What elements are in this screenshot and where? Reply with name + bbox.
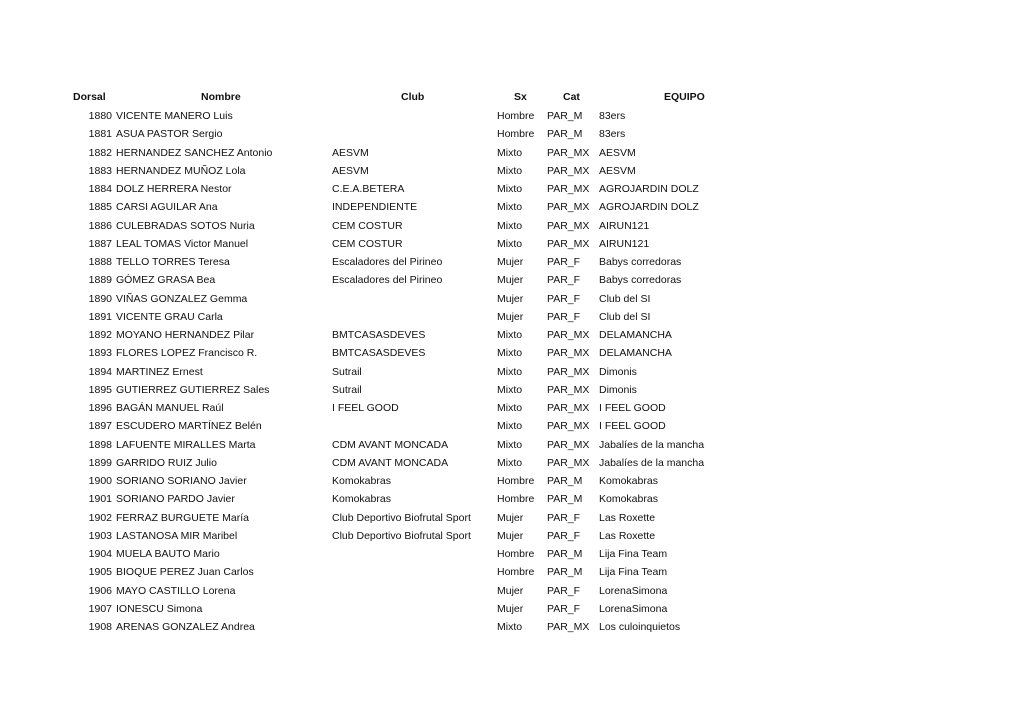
cell-dorsal: 1893 (88, 347, 112, 360)
cell-nombre: GARRIDO RUIZ Julio (116, 456, 217, 469)
cell-nombre: GÓMEZ GRASA Bea (116, 274, 216, 287)
cell-cat: PAR_F (547, 602, 581, 615)
cell-nombre: VICENTE MANERO Luis (116, 110, 233, 122)
cell-nombre: CARSI AGUILAR Ana (116, 201, 218, 214)
header-sx: Sx (514, 91, 527, 103)
cell-sx: Mixto (497, 219, 523, 232)
table-row (0, 128, 1024, 146)
cell-club: INDEPENDIENTE (332, 201, 418, 214)
cell-nombre: BAGÁN MANUEL Raúl (116, 402, 224, 414)
cell-equipo: I FEEL GOOD (599, 402, 666, 414)
cell-dorsal: 1888 (88, 256, 112, 268)
cell-dorsal: 1880 (88, 110, 112, 122)
cell-dorsal: 1895 (88, 383, 112, 396)
cell-nombre: MOYANO HERNANDEZ Pilar (116, 329, 255, 341)
cell-nombre: GUTIERREZ GUTIERREZ Sales (116, 383, 270, 396)
cell-sx: Mujer (497, 584, 524, 597)
cell-cat: PAR_M (547, 475, 583, 487)
cell-nombre: TELLO TORRES Teresa (116, 256, 230, 268)
cell-equipo: DELAMANCHA (599, 329, 672, 341)
cell-cat: PAR_MX (547, 365, 590, 378)
table-row (0, 274, 1024, 292)
cell-dorsal: 1905 (88, 566, 112, 579)
cell-cat: PAR_MX (547, 420, 590, 433)
cell-sx: Mixto (497, 237, 523, 250)
cell-sx: Hombre (497, 128, 535, 141)
cell-equipo: Las Roxette (599, 511, 656, 524)
cell-equipo: Dimonis (599, 365, 637, 378)
cell-dorsal: 1882 (88, 146, 112, 159)
cell-sx: Mixto (497, 456, 523, 469)
cell-dorsal: 1884 (88, 183, 112, 195)
cell-equipo: Komokabras (599, 475, 658, 487)
cell-club: BMTCASASDEVES (332, 347, 426, 360)
cell-nombre: ESCUDERO MARTÍNEZ Belén (116, 420, 262, 433)
cell-nombre: DOLZ HERRERA Nestor (116, 183, 232, 195)
cell-sx: Hombre (497, 110, 535, 122)
cell-cat: PAR_MX (547, 456, 590, 469)
cell-sx: Mujer (497, 292, 524, 305)
cell-sx: Mixto (497, 146, 523, 159)
cell-sx: Mixto (497, 183, 523, 195)
cell-club: AESVM (332, 146, 369, 159)
table-row (0, 530, 1024, 548)
table-row (0, 293, 1024, 311)
cell-equipo: LorenaSimona (599, 584, 668, 597)
cell-cat: PAR_F (547, 511, 581, 524)
cell-equipo: 83ers (599, 128, 626, 141)
table-row (0, 347, 1024, 365)
cell-equipo: Jabalíes de la mancha (599, 456, 705, 469)
cell-nombre: LEAL TOMAS Victor Manuel (116, 237, 249, 250)
cell-sx: Mixto (497, 347, 523, 360)
cell-cat: PAR_MX (547, 146, 590, 159)
table-row (0, 366, 1024, 384)
cell-nombre: VIÑAS GONZALEZ Gemma (116, 292, 248, 305)
cell-cat: PAR_F (547, 292, 581, 305)
cell-sx: Mujer (497, 310, 524, 323)
cell-club: Sutrail (332, 383, 362, 396)
cell-nombre: LAFUENTE MIRALLES Marta (116, 438, 256, 451)
cell-sx: Mixto (497, 383, 523, 396)
cell-nombre: FLORES LOPEZ Francisco R. (116, 347, 258, 360)
cell-cat: PAR_MX (547, 438, 590, 451)
cell-cat: PAR_M (547, 110, 583, 122)
cell-cat: PAR_M (547, 548, 583, 560)
cell-cat: PAR_MX (547, 402, 590, 414)
cell-equipo: Babys corredoras (599, 274, 682, 287)
cell-dorsal: 1897 (88, 420, 112, 433)
header-equipo: EQUIPO (664, 91, 705, 103)
cell-nombre: LASTANOSA MIR Maribel (116, 529, 238, 542)
table-row (0, 238, 1024, 256)
cell-equipo: Dimonis (599, 383, 637, 396)
cell-nombre: VICENTE GRAU Carla (116, 310, 223, 323)
table-row (0, 439, 1024, 457)
cell-club: CEM COSTUR (332, 237, 403, 250)
cell-sx: Mujer (497, 602, 524, 615)
cell-sx: Mujer (497, 529, 524, 542)
table-row (0, 147, 1024, 165)
cell-sx: Mixto (497, 420, 523, 433)
cell-sx: Mujer (497, 511, 524, 524)
cell-dorsal: 1889 (88, 274, 112, 287)
cell-cat: PAR_F (547, 310, 581, 323)
cell-cat: PAR_F (547, 256, 581, 268)
table-row (0, 603, 1024, 621)
table-row (0, 512, 1024, 530)
cell-nombre: BIOQUE PEREZ Juan Carlos (116, 566, 254, 579)
cell-club: BMTCASASDEVES (332, 329, 426, 341)
cell-club: CEM COSTUR (332, 219, 403, 232)
cell-sx: Mujer (497, 256, 524, 268)
cell-dorsal: 1892 (88, 329, 112, 341)
cell-cat: PAR_F (547, 529, 581, 542)
cell-sx: Mixto (497, 438, 523, 451)
cell-cat: PAR_MX (547, 347, 590, 360)
cell-nombre: HERNANDEZ MUÑOZ Lola (116, 164, 246, 177)
cell-cat: PAR_MX (547, 383, 590, 396)
cell-cat: PAR_MX (547, 183, 590, 195)
cell-club: C.E.A.BETERA (332, 183, 405, 195)
cell-dorsal: 1890 (88, 292, 112, 305)
cell-equipo: Lija Fina Team (599, 566, 668, 579)
table-row (0, 621, 1024, 639)
cell-dorsal: 1883 (88, 164, 112, 177)
cell-equipo: Komokabras (599, 493, 658, 506)
cell-club: I FEEL GOOD (332, 402, 399, 414)
cell-sx: Mixto (497, 164, 523, 177)
cell-dorsal: 1885 (88, 201, 112, 214)
cell-club: Escaladores del Pirineo (332, 274, 443, 287)
cell-cat: PAR_M (547, 493, 583, 506)
cell-dorsal: 1908 (88, 621, 112, 633)
cell-equipo: Los culoinquietos (599, 621, 681, 633)
cell-nombre: MUELA BAUTO Mario (116, 548, 220, 560)
cell-cat: PAR_MX (547, 219, 590, 232)
cell-club: Escaladores del Pirineo (332, 256, 443, 268)
cell-equipo: Club del SI (599, 292, 651, 305)
table-row (0, 493, 1024, 511)
table-row (0, 256, 1024, 274)
cell-equipo: AGROJARDIN DOLZ (599, 183, 699, 195)
cell-equipo: AESVM (599, 164, 636, 177)
cell-sx: Mixto (497, 201, 523, 214)
cell-dorsal: 1907 (88, 602, 112, 615)
cell-cat: PAR_M (547, 128, 583, 141)
cell-club: CDM AVANT MONCADA (332, 438, 449, 451)
cell-nombre: IONESCU Simona (116, 602, 203, 615)
cell-equipo: Club del SI (599, 310, 651, 323)
cell-nombre: SORIANO SORIANO Javier (116, 475, 247, 487)
cell-equipo: Lija Fina Team (599, 548, 668, 560)
header-cat: Cat (563, 91, 580, 103)
cell-sx: Hombre (497, 493, 535, 506)
cell-cat: PAR_MX (547, 329, 590, 341)
cell-dorsal: 1903 (88, 529, 112, 542)
table-row (0, 220, 1024, 238)
cell-equipo: I FEEL GOOD (599, 420, 666, 433)
cell-dorsal: 1887 (88, 237, 112, 250)
cell-club: AESVM (332, 164, 369, 177)
cell-cat: PAR_MX (547, 621, 590, 633)
cell-dorsal: 1894 (88, 365, 112, 378)
cell-equipo: DELAMANCHA (599, 347, 672, 360)
header-club: Club (401, 91, 425, 103)
cell-dorsal: 1886 (88, 219, 112, 232)
header-nombre: Nombre (201, 91, 241, 103)
cell-cat: PAR_F (547, 274, 581, 287)
table-row (0, 183, 1024, 201)
header-dorsal: Dorsal (73, 91, 106, 103)
cell-cat: PAR_MX (547, 164, 590, 177)
cell-nombre: MAYO CASTILLO Lorena (116, 584, 236, 597)
cell-sx: Hombre (497, 475, 535, 487)
cell-nombre: ASUA PASTOR Sergio (116, 128, 223, 141)
cell-sx: Hombre (497, 548, 535, 560)
cell-club: Club Deportivo Biofrutal Sport (332, 511, 471, 524)
cell-club: Sutrail (332, 365, 362, 378)
cell-club: Komokabras (332, 493, 391, 506)
cell-equipo: Las Roxette (599, 529, 656, 542)
table-row (0, 402, 1024, 420)
cell-cat: PAR_MX (547, 201, 590, 214)
cell-equipo: Babys corredoras (599, 256, 682, 268)
cell-dorsal: 1904 (88, 548, 112, 560)
table-row (0, 420, 1024, 438)
cell-cat: PAR_F (547, 584, 581, 597)
cell-dorsal: 1881 (88, 128, 112, 141)
cell-nombre: MARTINEZ Ernest (116, 365, 203, 378)
cell-dorsal: 1899 (88, 456, 112, 469)
cell-sx: Hombre (497, 566, 535, 579)
cell-nombre: CULEBRADAS SOTOS Nuria (116, 219, 255, 232)
cell-nombre: FERRAZ BURGUETE María (116, 511, 250, 524)
cell-dorsal: 1900 (88, 475, 112, 487)
cell-dorsal: 1898 (88, 438, 112, 451)
cell-dorsal: 1896 (88, 402, 112, 414)
cell-sx: Mixto (497, 402, 523, 414)
cell-equipo: LorenaSimona (599, 602, 668, 615)
cell-club: Club Deportivo Biofrutal Sport (332, 529, 471, 542)
table-row (0, 475, 1024, 493)
table-row (0, 457, 1024, 475)
table-row (0, 165, 1024, 183)
table-row (0, 329, 1024, 347)
cell-sx: Mujer (497, 274, 524, 287)
table-row (0, 548, 1024, 566)
cell-cat: PAR_MX (547, 237, 590, 250)
table-row (0, 566, 1024, 584)
cell-sx: Mixto (497, 365, 523, 378)
cell-equipo: Jabalíes de la mancha (599, 438, 705, 451)
cell-dorsal: 1902 (88, 511, 112, 524)
cell-equipo: 83ers (599, 110, 626, 122)
table-row (0, 311, 1024, 329)
cell-club: Komokabras (332, 475, 391, 487)
cell-dorsal: 1906 (88, 584, 112, 597)
table-row (0, 384, 1024, 402)
cell-equipo: AIRUN121 (599, 237, 650, 250)
cell-cat: PAR_M (547, 566, 583, 579)
cell-equipo: AIRUN121 (599, 219, 650, 232)
cell-nombre: SORIANO PARDO Javier (116, 493, 235, 506)
table-row (0, 201, 1024, 219)
cell-dorsal: 1901 (88, 493, 112, 506)
cell-nombre: ARENAS GONZALEZ Andrea (116, 621, 255, 633)
cell-nombre: HERNANDEZ SANCHEZ Antonio (116, 146, 273, 159)
cell-sx: Mixto (497, 329, 523, 341)
cell-equipo: AESVM (599, 146, 636, 159)
cell-sx: Mixto (497, 621, 523, 633)
cell-club: CDM AVANT MONCADA (332, 456, 449, 469)
cell-dorsal: 1891 (88, 310, 112, 323)
cell-equipo: AGROJARDIN DOLZ (599, 201, 699, 214)
table-row (0, 110, 1024, 128)
table-row (0, 585, 1024, 603)
